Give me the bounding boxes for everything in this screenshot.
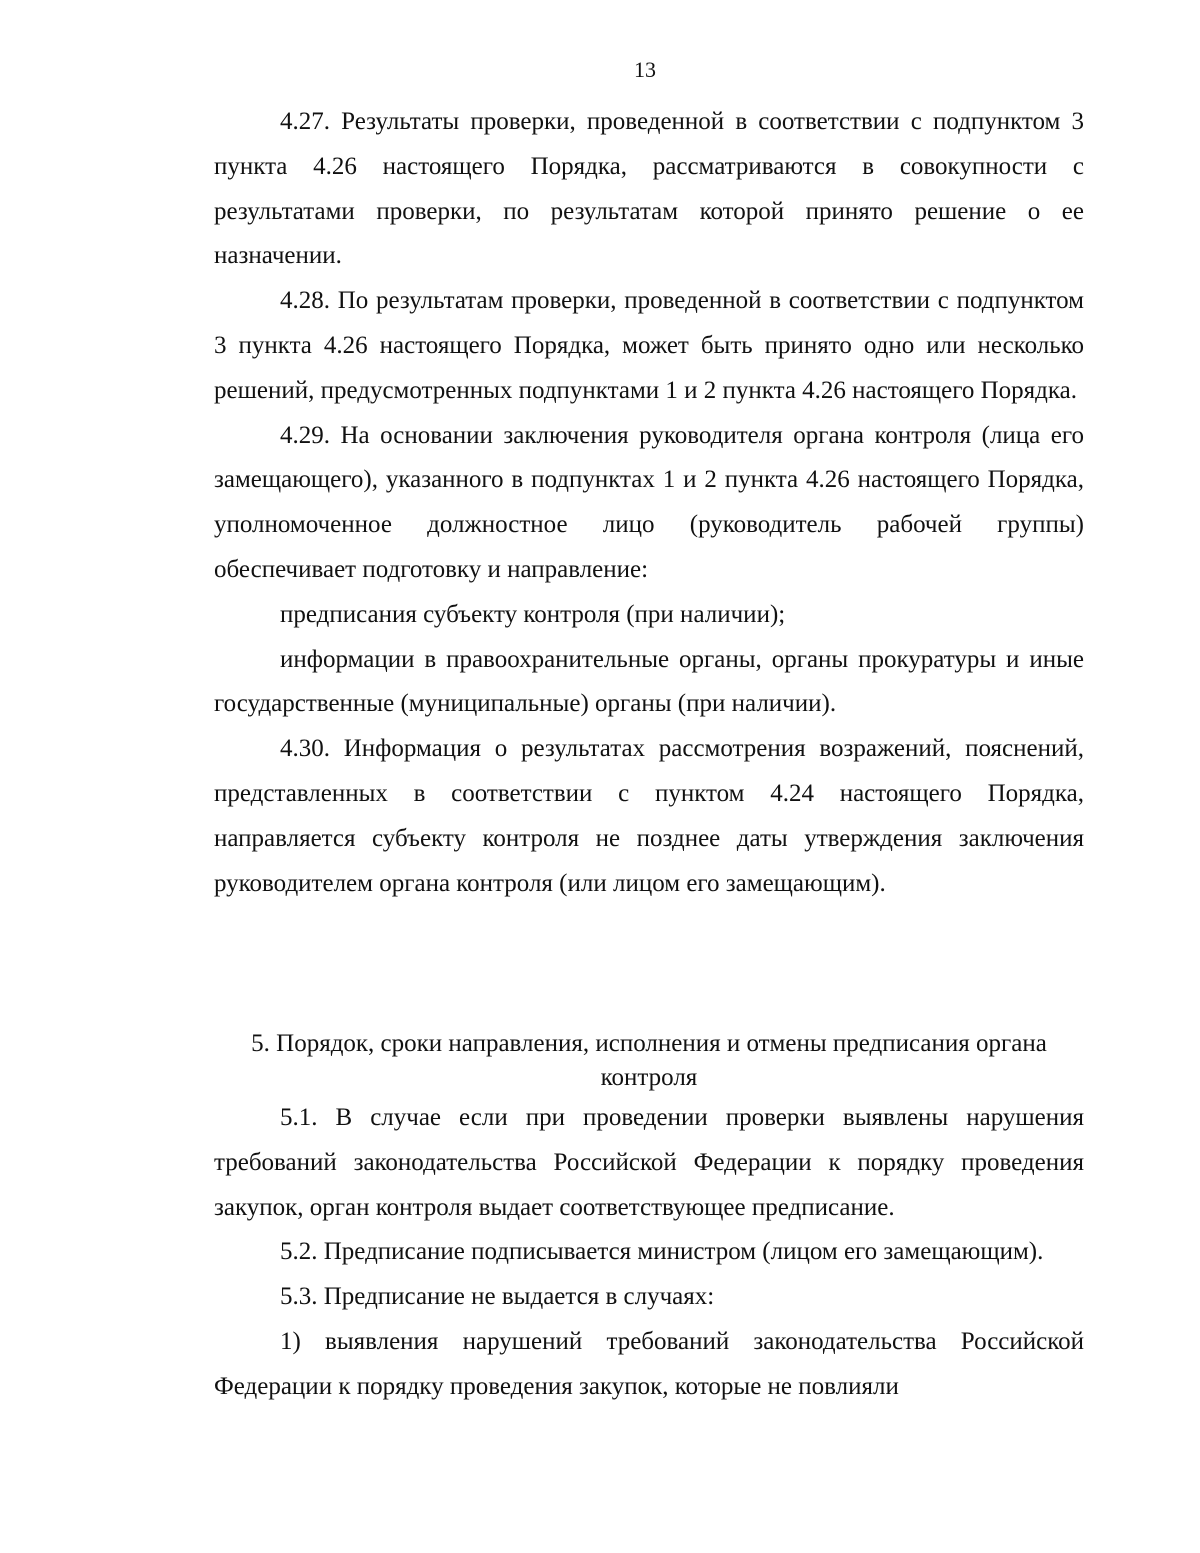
page-number: 13 bbox=[634, 57, 656, 82]
paragraph-5-1: 5.1. В случае если при проведении проверки выявлены нарушения требований законодательства Российской Федерации к порядку проведения закупок, орган контроля выдает соответствующее предписание. bbox=[214, 1104, 1084, 1221]
paragraph-5-2: 5.2. Предписание подписывается министром (лицом его замещающим). bbox=[280, 1238, 1044, 1266]
paragraph-prescription-item: предписания субъекту контроля (при наличии); bbox=[280, 600, 786, 628]
section-heading: 5. Порядок, сроки направления, исполнения и отмены предписания органа контроля bbox=[251, 1030, 1047, 1091]
paragraph-information-item: информации в правоохранительные органы, органы прокуратуры и иные государственные (муниципальные) органы (при наличии). bbox=[214, 645, 1084, 718]
paragraph-4-29: 4.29. На основании заключения руководителя органа контроля (лица его замещающего), указанного в подпунктах 1 и 2 пункта 4.26 настоящего Порядка, уполномоченное должностное лицо (руководитель рабочей группы) обеспечивает подготовку и направление: bbox=[214, 421, 1084, 583]
paragraph-5-3: 5.3. Предписание не выдается в случаях: bbox=[280, 1283, 715, 1311]
paragraph-5-3-item-1: 1) выявления нарушений требований законодательства Российской Федерации к порядку проведения закупок, которые не повлияли bbox=[214, 1327, 1084, 1400]
paragraph-4-30: 4.30. Информация о результатах рассмотрения возражений, пояснений, представленных в соответствии с пунктом 4.24 настоящего Порядка, направляется субъекту контроля не позднее даты утверждения заключения руководителем органа контроля (или лицом его замещающим). bbox=[214, 735, 1084, 897]
text-block-after-heading bbox=[214, 1096, 1084, 1410]
paragraph-4-27: 4.27. Результаты проверки, проведенной в соответствии с подпунктом 3 пункта 4.26 настоящего Порядка, рассматриваются в совокупности с результатами проверки, по результатам которой принято решение о ее назначении. bbox=[214, 108, 1084, 270]
paragraph-4-28: 4.28. По результатам проверки, проведенной в соответствии с подпунктом 3 пункта 4.26 настоящего Порядка, может быть принято одно или несколько решений, предусмотренных подпунктами 1 и 2 пункта 4.26 настоящего Порядка. bbox=[214, 287, 1084, 404]
text-block-before-heading bbox=[214, 100, 1084, 906]
